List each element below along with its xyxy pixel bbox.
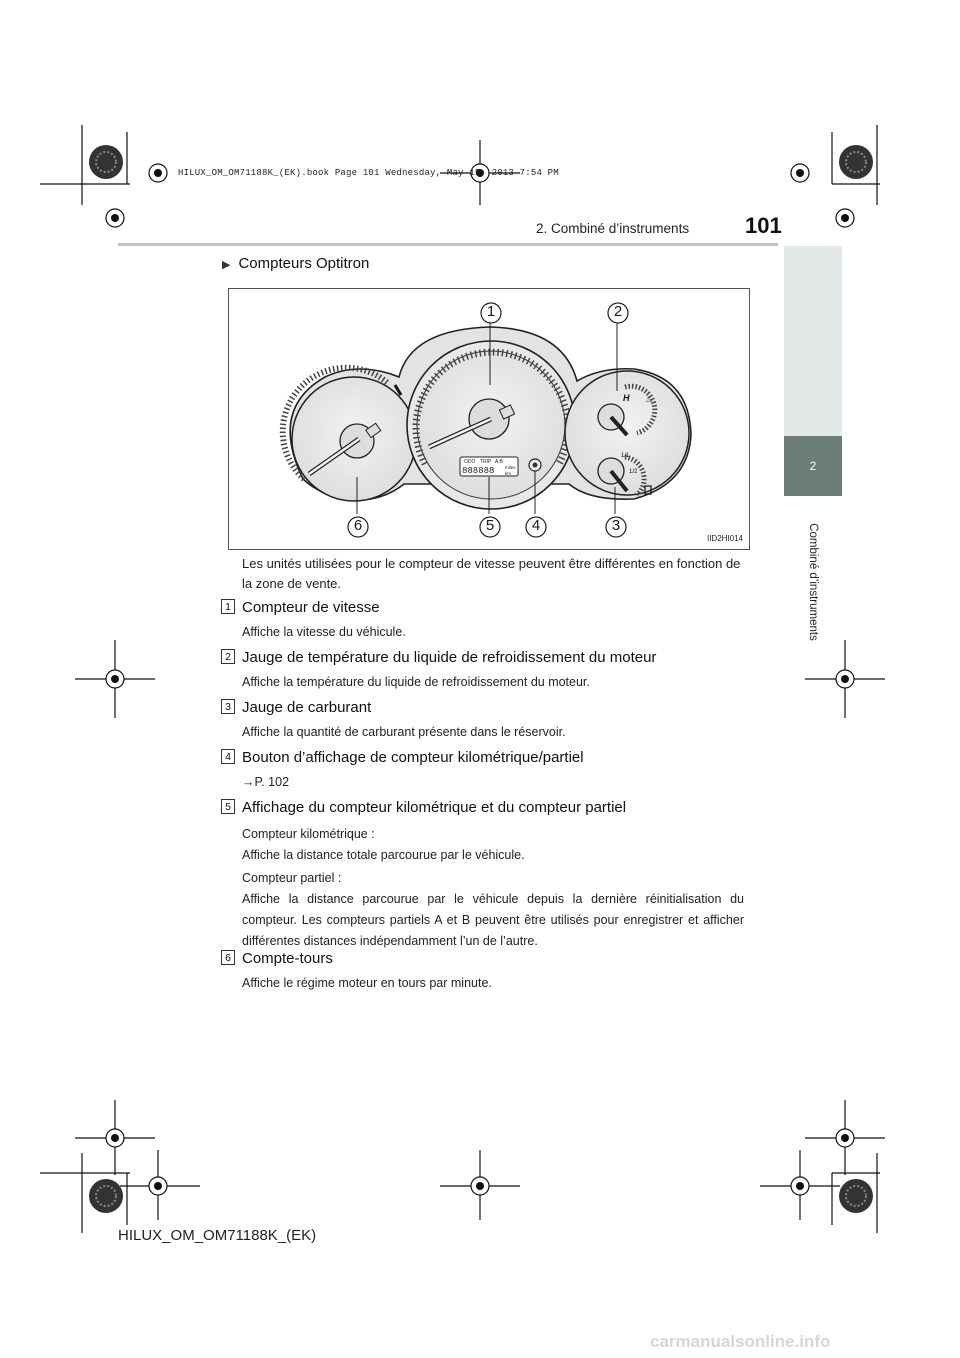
callout-4 xyxy=(524,515,548,544)
item-4-number: 4 xyxy=(221,749,235,764)
item-6-desc: Affiche le régime moteur en tours par minute. xyxy=(242,976,492,990)
side-band xyxy=(784,246,842,436)
item-1-desc: Affiche la vitesse du véhicule. xyxy=(242,625,406,639)
item-3-desc: Affiche la quantité de carburant présente dans le réservoir. xyxy=(242,725,566,739)
callout-3 xyxy=(604,515,628,544)
item-3-title: Jauge de carburant xyxy=(242,699,372,716)
running-header: 2. Combiné d’instruments xyxy=(536,221,690,236)
callout-6-label: 6 xyxy=(353,517,363,534)
item-3-number: 3 xyxy=(221,699,235,714)
item-1-title: Compteur de vitesse xyxy=(242,599,380,616)
figure-id: IID2HI014 xyxy=(706,534,743,543)
intro-text: Les unités utilisées pour le compteur de vitesse peuvent être différentes en fonction de la zone de vente. xyxy=(242,556,741,591)
page-number: 101 xyxy=(745,213,782,238)
odo-label: ODO xyxy=(464,459,476,465)
watermark: carmanualsonline.info xyxy=(650,1332,831,1351)
item-5-number: 5 xyxy=(221,799,235,814)
callout-2 xyxy=(606,301,630,330)
unit-miles: miles xyxy=(505,465,516,470)
book-line: HILUX_OM_OM71188K_(EK).book Page 101 Wednesday, May 15, 2013 7:54 PM xyxy=(178,168,559,178)
callout-3-label: 3 xyxy=(611,517,621,534)
callout-4-label: 4 xyxy=(531,517,541,534)
item-5-title: Affichage du compteur kilométrique et du compteur partiel xyxy=(242,799,627,816)
instrument-cluster-figure xyxy=(228,288,750,550)
footer-code: HILUX_OM_OM71188K_(EK) xyxy=(118,1227,317,1244)
section-title xyxy=(222,255,369,272)
item-1-number: 1 xyxy=(221,599,235,614)
item-6-title: Compte-tours xyxy=(242,950,333,967)
odometer-digits: 888888 xyxy=(462,466,495,476)
item-5-desc-odo-label: Compteur kilométrique : xyxy=(242,827,375,841)
callout-2-label: 2 xyxy=(613,303,623,320)
coolant-icon: ♨ xyxy=(645,395,654,405)
header-rule xyxy=(118,243,778,246)
item-5-desc-trip-label: Compteur partiel : xyxy=(242,871,342,885)
fuel-half-mark: 1/2 xyxy=(629,469,638,475)
trip-ab-label: A B xyxy=(495,459,503,465)
callout-6 xyxy=(346,515,370,544)
callout-5 xyxy=(478,515,502,544)
item-5-desc-odo-text: Affiche la distance totale parcourue par le véhicule. xyxy=(242,848,525,862)
item-2-desc: Affiche la température du liquide de refroidissement du moteur. xyxy=(242,675,590,689)
item-5-desc-trip-text: Affiche la distance parcourue par le véhicule depuis la dernière réinitialisation du compteur. Les compteurs partiels A et B peuvent être utilisés pour enregistrer et afficher différentes distances indépendamment l’un de l’autre. xyxy=(242,892,744,948)
unit-km: km xyxy=(505,471,511,476)
play-arrow-icon: ▶ xyxy=(222,259,231,271)
item-2-title: Jauge de température du liquide de refroidissement du moteur xyxy=(242,649,657,666)
item-6-number: 6 xyxy=(221,950,235,965)
trip-label: TRIP xyxy=(480,459,492,465)
item-4-page-ref: →P. 102 xyxy=(242,775,290,789)
item-2-number: 2 xyxy=(221,649,235,664)
chapter-tab: 2 xyxy=(784,436,842,496)
callout-5-label: 5 xyxy=(485,517,495,534)
fuel-full-mark: 1/1 xyxy=(621,453,630,459)
callout-1-label: 1 xyxy=(486,303,496,320)
callout-1 xyxy=(479,301,503,330)
item-4-title: Bouton d’affichage de compteur kilométrique/partiel xyxy=(242,749,584,766)
chapter-label: Combiné d’instruments xyxy=(807,523,819,641)
temp-high-mark: H xyxy=(623,393,630,403)
section-title-text: Compteurs Optitron xyxy=(238,255,370,272)
